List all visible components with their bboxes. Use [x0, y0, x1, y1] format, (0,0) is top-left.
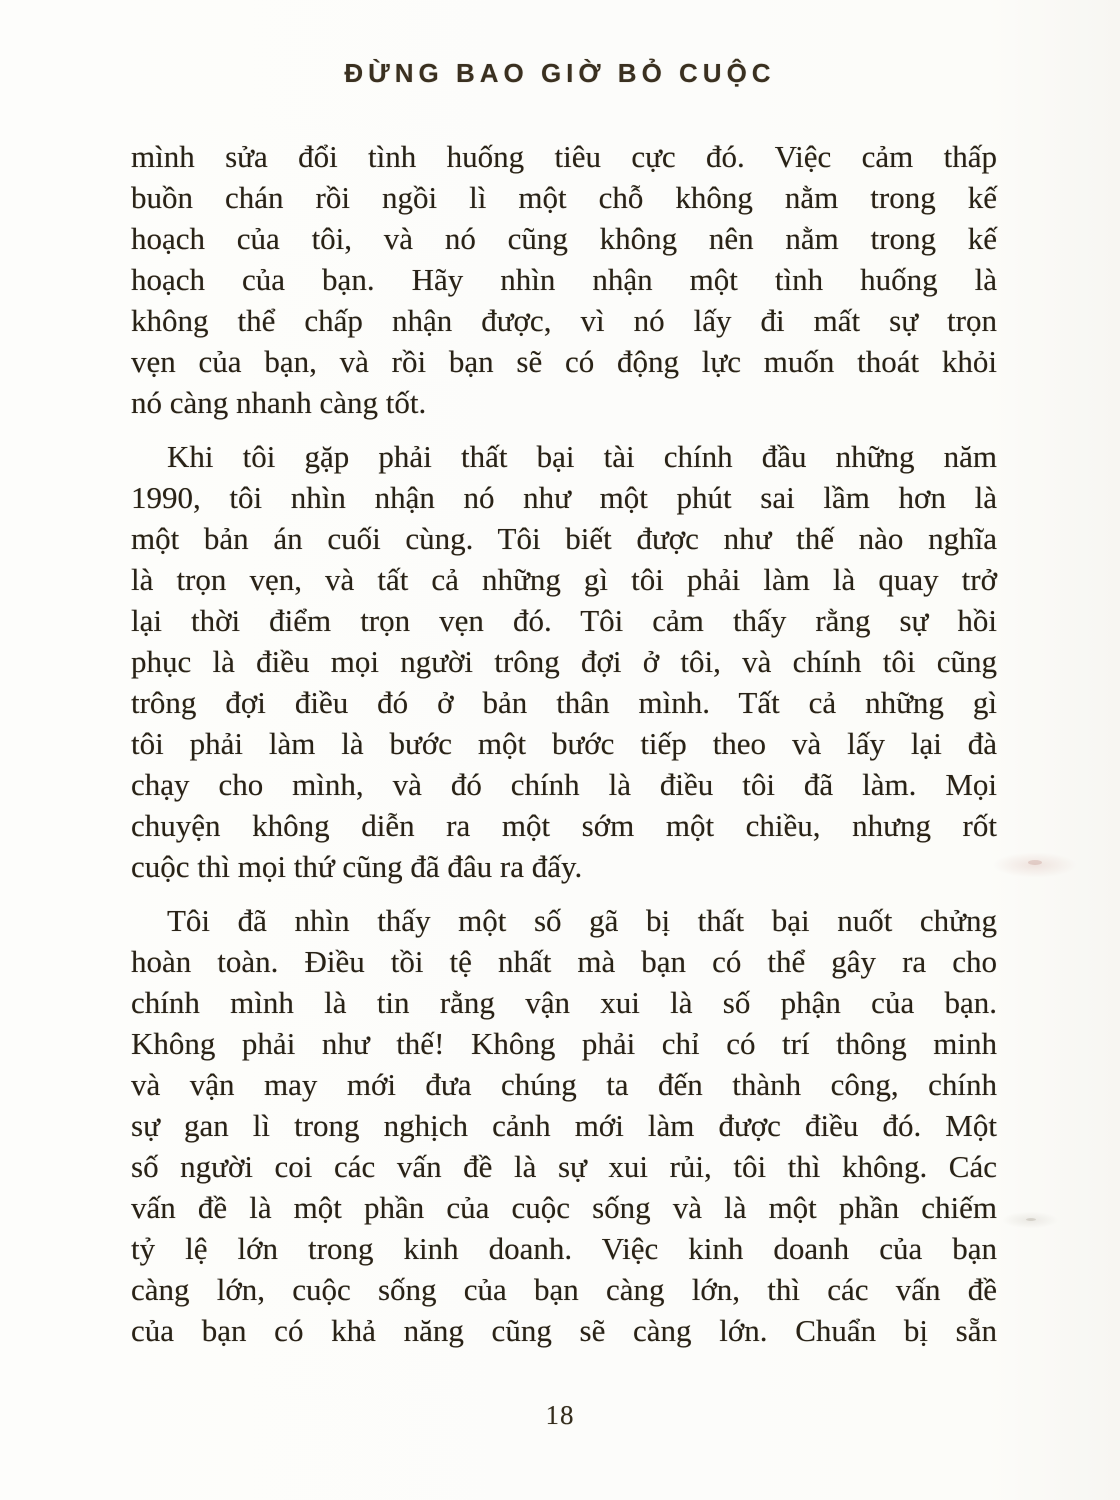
text-line: phục là điều mọi người trông đợi ở tôi, và chính tôi cũng: [131, 644, 997, 679]
text-line: Không phải như thế! Không phải chỉ có trí thông minh: [131, 1026, 997, 1061]
text-line: và vận may mới đưa chúng ta đến thành công, chính: [131, 1067, 997, 1102]
text-line: nó càng nhanh càng tốt.: [131, 385, 427, 420]
paragraph-1: [131, 136, 997, 423]
running-header: ĐỪNG BAO GIỜ BỎ CUỘC: [344, 58, 776, 88]
text-line: một bản án cuối cùng. Tôi biết được như thế nào nghĩa: [131, 521, 997, 556]
text-line: tỷ lệ lớn trong kinh doanh. Việc kinh doanh của bạn: [131, 1231, 997, 1266]
text-line: chính mình là tin rằng vận xui là số phận của bạn.: [131, 985, 997, 1020]
text-line: mình sửa đổi tình huống tiêu cực đó. Việc cảm thấp: [131, 139, 997, 174]
text-line: vấn đề là một phần của cuộc sống và là một phần chiếm: [131, 1190, 997, 1225]
scan-artifact: [1026, 1218, 1036, 1221]
page-body: [131, 136, 997, 1351]
text-line: lại thời điểm trọn vẹn đó. Tôi cảm thấy rằng sự hồi: [131, 603, 997, 638]
text-line: vẹn của bạn, và rồi bạn sẽ có động lực muốn thoát khỏi: [131, 344, 997, 379]
text-line: trông đợi điều đó ở bản thân mình. Tất cả những gì: [131, 685, 997, 720]
text-line: hoạch của bạn. Hãy nhìn nhận một tình huống là: [131, 262, 997, 297]
text-line: buồn chán rồi ngồi lì một chỗ không nằm trong kế: [131, 180, 997, 215]
text-line: số người coi các vấn đề là sự xui rủi, tôi thì không. Các: [131, 1149, 997, 1184]
text-line: là trọn vẹn, và tất cả những gì tôi phải làm là quay trở: [131, 562, 997, 597]
text-line: Khi tôi gặp phải thất bại tài chính đầu những năm: [167, 439, 997, 474]
text-line: càng lớn, cuộc sống của bạn càng lớn, thì các vấn đề: [131, 1272, 997, 1307]
text-line: tôi phải làm là bước một bước tiếp theo và lấy lại đà: [131, 726, 997, 761]
text-line: chạy cho mình, và đó chính là điều tôi đã làm. Mọi: [131, 767, 997, 802]
text-line: 1990, tôi nhìn nhận nó như một phút sai lầm hơn là: [131, 480, 997, 515]
text-line: chuyện không diễn ra một sớm một chiều, nhưng rốt: [131, 808, 997, 843]
text-line: của bạn có khả năng cũng sẽ càng lớn. Chuẩn bị sẵn: [131, 1313, 997, 1348]
text-line: hoạch của tôi, và nó cũng không nên nằm trong kế: [131, 221, 997, 256]
paragraph-2: [131, 436, 997, 887]
page-number: 18: [545, 1400, 575, 1430]
text-line: hoàn toàn. Điều tồi tệ nhất mà bạn có thể gây ra cho: [131, 944, 997, 979]
text-line: cuộc thì mọi thứ cũng đã đâu ra đấy.: [131, 849, 583, 884]
text-line: sự gan lì trong nghịch cảnh mới làm được điều đó. Một: [131, 1108, 997, 1143]
paragraph-3: [131, 900, 997, 1351]
text-line: Tôi đã nhìn thấy một số gã bị thất bại nuốt chửng: [167, 903, 997, 938]
scan-artifact: [1028, 860, 1042, 865]
text-line: không thể chấp nhận được, vì nó lấy đi mất sự trọn: [131, 303, 997, 338]
